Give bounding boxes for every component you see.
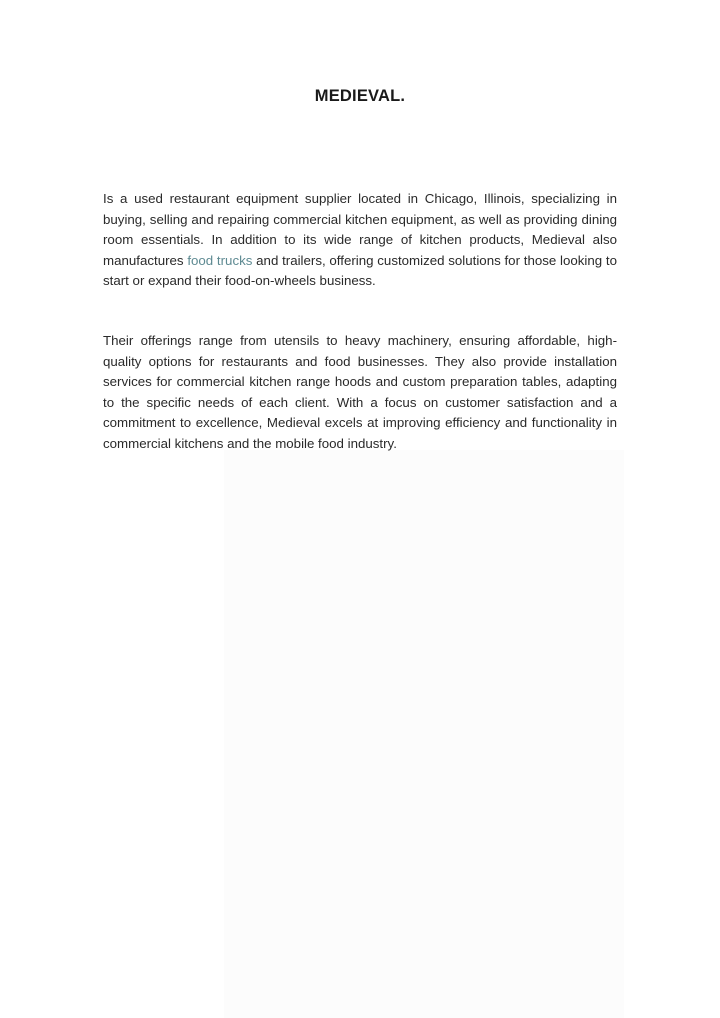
food-trucks-link[interactable]: food trucks xyxy=(187,252,253,268)
background-shade xyxy=(224,450,624,1018)
intro-text-after-link: and trailers, offering customized solutions for those looking to start or expand their food-on-wheels business. xyxy=(103,252,617,288)
offerings-paragraph: Their offerings range from utensils to heavy machinery, ensuring affordable, high-quality options for restaurants and food businesses. They also provide installation services for commercial kitchen range hoods and custom preparation tables, adapting to the specific needs of each client. With a focus on customer satisfaction and a commitment to excellence, Medieval excels at improving efficiency and functionality in commercial kitchens and the mobile food industry. xyxy=(103,333,617,451)
intro-paragraph xyxy=(103,189,617,292)
page-title: MEDIEVAL. xyxy=(314,87,406,105)
intro-text-before-link: Is a used restaurant equipment supplier located in Chicago, Illinois, specializing in buying, selling and repairing commercial kitchen equipment, as well as providing dining room essentials. In addition to its wide range of kitchen products, Medieval also manufactures xyxy=(103,191,617,268)
